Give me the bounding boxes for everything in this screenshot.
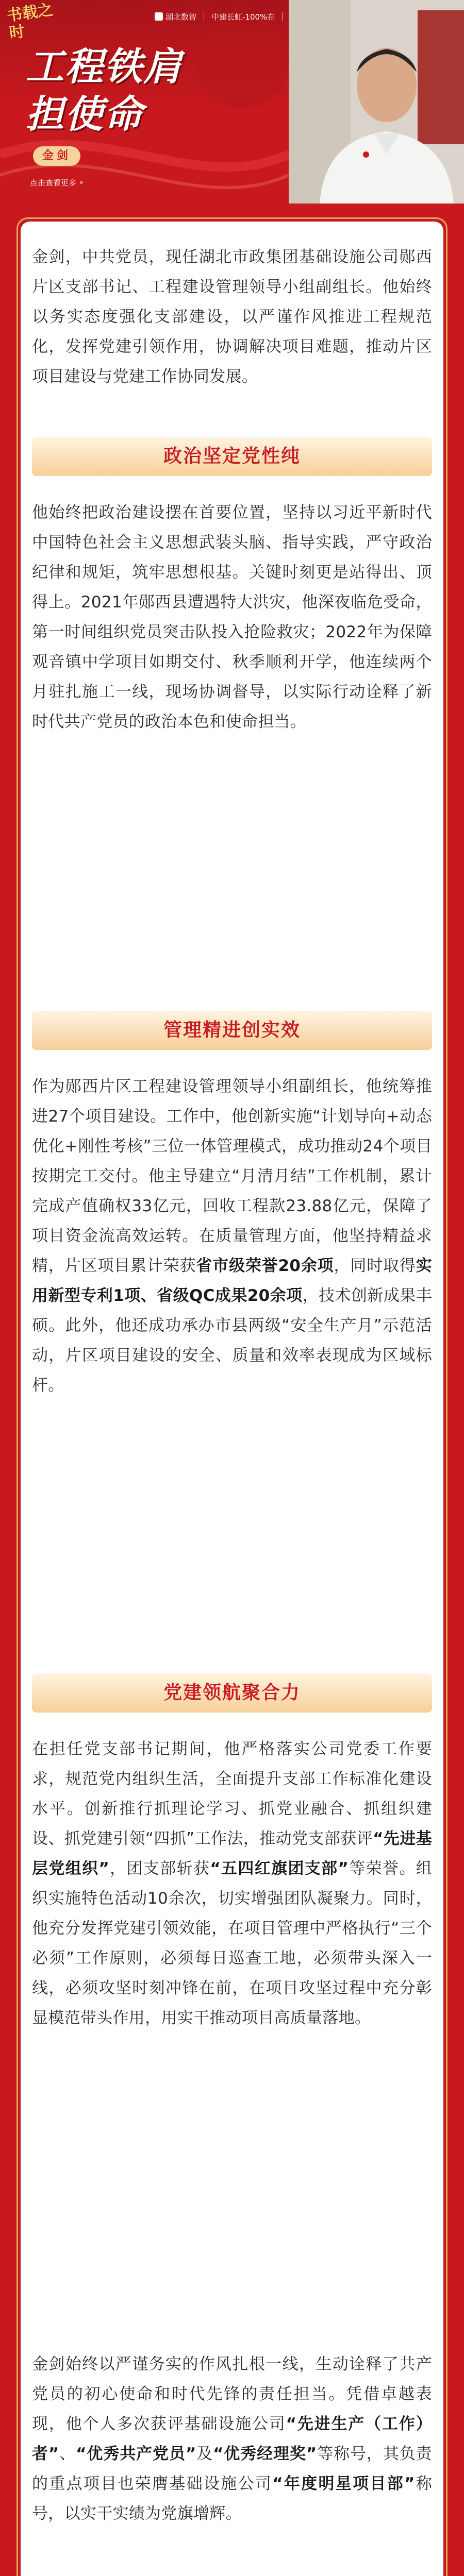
award-highlight: “优秀经理奖” bbox=[213, 2445, 317, 2463]
campaign-logo: 书载之时 bbox=[6, 1, 55, 43]
brand-zhongjian: 中建长虹-100%在 bbox=[211, 12, 275, 22]
league-honor-highlight: “五四红旗团支部” bbox=[210, 1859, 349, 1878]
branch-honor-highlight: “先进基层党组织” bbox=[32, 1829, 433, 1878]
brand-divider bbox=[282, 12, 283, 21]
brand-hubei-shuzhi: 湖北数智 bbox=[155, 11, 196, 22]
title-line-1: 工程铁肩 bbox=[26, 45, 183, 89]
patent-highlight: 实用新型专利1项、省级QC成果20余项 bbox=[32, 1257, 433, 1305]
page-title bbox=[26, 43, 242, 138]
project-honor-highlight: “年度明星项目部” bbox=[272, 2475, 415, 2493]
section-management-paragraph: 作为郧西片区工程建设管理领导小组副组长，他统筹推进27个项目建设。工作中，他创新实施“计划导向+动态优化+刚性考核”三位一体管理模式，成功推动24个项目按期完工交付。他主导建立“月清月结”工作机制，累计完成产值确权33亿元，回收工程款23.88亿元，保障了项目资金流高效运转。在质量管理方面，他坚持精益求精，片区项目累计荣获省市级荣誉20余项，同时取得实用新型专利1项、省级QC成果20余项，技术创新成果丰硕。此外，他还成功承办市县两级“安全生产月”示范活动，片区项目建设的安全、质量和效率表现成为区域标杆。 bbox=[32, 1077, 433, 1395]
closing-paragraph: 金剑始终以严谨务实的作风扎根一线，生动诠释了共产党员的初心使命和时代先锋的责任担当。凭借卓越表现，他个人多次获评基础设施公司“先进生产（工作）者”、“优秀共产党员”及“优秀经理奖”等称号，其负责的重点项目也荣膺基础设施公司“年度明星项目部”称号，以实干实绩为党旗增辉。 bbox=[32, 2355, 433, 2523]
section-heading-party: 党建领航聚合力 bbox=[32, 1673, 432, 1713]
person-portrait bbox=[289, 0, 464, 204]
award-highlight: “优秀共产党员” bbox=[76, 2445, 196, 2463]
intro-paragraph: 金剑，中共党员，现任湖北市政集团基础设施公司郧西片区支部书记、工程建设管理领导小组副组长。他始终以务实态度强化支部建设，以严谨作风推进工程规范化，发挥党建引领作用，协调解决项目难题，推动片区项目建设与党建工作协同发展。 bbox=[32, 248, 432, 386]
brand-logo-icon bbox=[155, 12, 163, 21]
view-more-link[interactable]: 点击查看更多 » bbox=[30, 178, 84, 188]
hero-banner bbox=[0, 0, 464, 204]
section-heading-management: 管理精进创实效 bbox=[32, 1011, 432, 1050]
section-heading-political: 政治坚定党性纯 bbox=[32, 437, 432, 476]
section-political-paragraph: 他始终把政治建设摆在首要位置，坚持以习近平新时代中国特色社会主义思想武装头脑、指导实践，严守政治纪律和规矩，筑牢思想根基。关键时刻更是站得出、顶得上。2021年郧西县遭遇特大洪灾，他深夜临危受命，第一时间组织党员突击队投入抢险救灾；2022年为保障观音镇中学项目如期交付、秋季顺利开学，他连续两个月驻扎施工一线，现场协调督导，以实际行动诠释了新时代共产党员的政治本色和使命担当。 bbox=[32, 503, 432, 731]
person-name-badge: 金剑 bbox=[33, 146, 80, 166]
double-chevron-right-icon: » bbox=[79, 179, 84, 187]
title-line-2: 担使命 bbox=[26, 92, 143, 137]
section-party-paragraph: 在担任党支部书记期间，他严格落实公司党委工作要求，规范党内组织生活，全面提升支部工作标准化建设水平。创新推行抓理论学习、抓党业融合、抓组织建设、抓党建引领“四抓”工作法，推动党支部获评“先进基层党组织”，团支部斩获“五四红旗团支部”等荣誉。组织实施特色活动10余次，切实增强团队凝聚力。同时，他充分发挥党建引领效能，在项目管理中严格执行“三个必须”工作原则，必须每日巡查工地，必须带头深入一线，必须攻坚时刻冲锋在前，在项目攻坚过程中充分彰显模范带头作用，用实干推动项目高质量落地。 bbox=[32, 1740, 433, 2027]
honor-highlight: 省市级荣誉20余项 bbox=[196, 1257, 334, 1275]
award-highlight: “先进生产（工作）者” bbox=[32, 2415, 433, 2463]
